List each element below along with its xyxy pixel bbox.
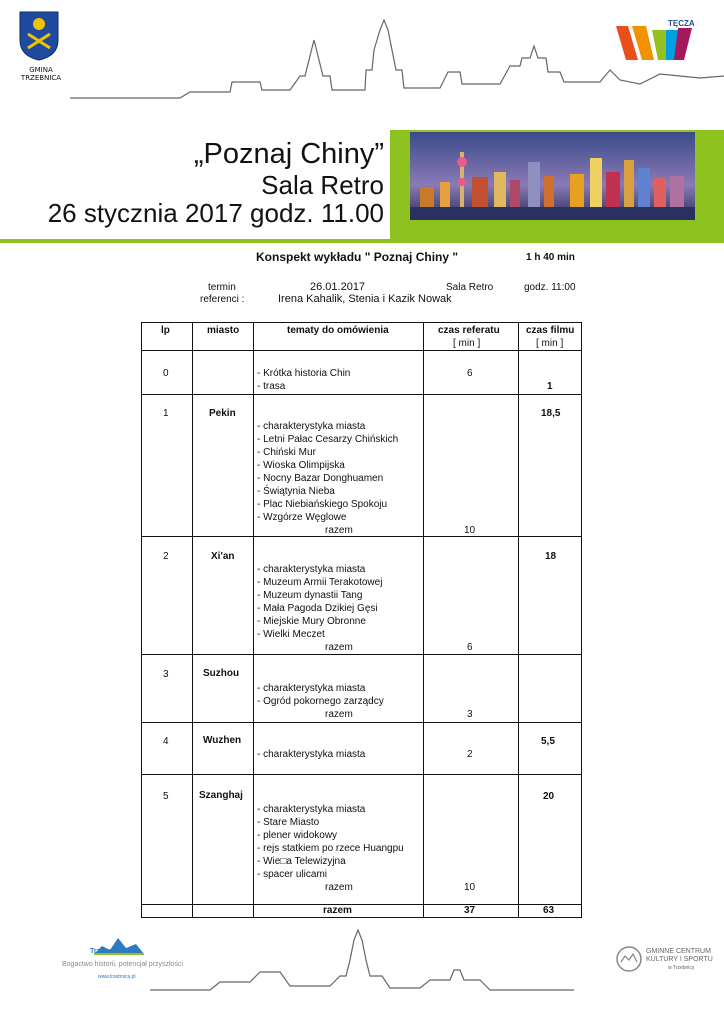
row5-sum-label: razem — [325, 882, 353, 893]
row1-city: Pekin — [209, 408, 236, 419]
row2-city: Xi'an — [211, 551, 235, 562]
row1-topic-7: - Plac Niebiańskiego Spokoju — [257, 499, 388, 510]
row2-topic-6: - Wielki Meczet — [257, 629, 325, 640]
lecture-time: godz. 11:00 — [524, 282, 576, 293]
row3-sum-label: razem — [325, 709, 353, 720]
row5-lp: 5 — [163, 791, 169, 802]
row2-film: 18 — [545, 551, 557, 562]
gmina-label-line1: GMINA — [29, 66, 53, 74]
row3-talk: 3 — [467, 709, 473, 720]
row5-city: Szanghaj — [199, 790, 243, 801]
row2-lp: 2 — [163, 551, 169, 562]
row5-topic-3: - plener widokowy — [257, 830, 338, 841]
total-film: 63 — [543, 905, 555, 916]
row2-topic-2: - Muzeum Armii Terakotowej — [257, 577, 383, 588]
lecture-date: 26.01.2017 — [310, 281, 366, 293]
gmina-label-line2: TRZEBNICA — [20, 74, 62, 82]
row2-topic-4: - Mała Pagoda Dzikiej Gęsi — [257, 603, 378, 614]
row1-topic-4: - Wioska Olimpijska — [257, 460, 345, 471]
row5-topic-6: - spacer ulicami — [257, 869, 328, 880]
header-film-unit: [ min ] — [536, 338, 564, 349]
trzebnica-logo — [62, 934, 182, 986]
row3-topic-1: - charakterystyka miasta — [257, 683, 366, 694]
total-label: razem — [323, 905, 352, 916]
gck-line1: GMINNE CENTRUM — [646, 948, 711, 955]
row0-film: 1 — [547, 381, 553, 392]
row4-film: 5,5 — [541, 736, 555, 747]
town-skyline-bottom — [150, 920, 574, 1000]
header-talk-time: czas referatu — [438, 325, 500, 336]
row5-topic-4: - rejs statkiem po rzece Huangpu — [257, 843, 404, 854]
row5-topic-5: - Wie□a Telewizyjna — [257, 856, 346, 867]
termin-label: termin — [208, 282, 236, 293]
row3-topic-2: - Ogród pokornego zarządcy — [257, 696, 384, 707]
lecture-place: Sala Retro — [446, 282, 494, 293]
title-green-underline — [0, 239, 724, 243]
total-talk: 37 — [464, 905, 476, 916]
header-topics: tematy do omówienia — [287, 325, 389, 336]
gck-line3: w Trzebnicy — [668, 965, 695, 971]
row2-talk: 6 — [467, 642, 473, 653]
row1-topic-5: - Nocny Bazar Donghuamen — [257, 473, 384, 484]
row5-talk: 10 — [464, 882, 476, 893]
row1-sum-label: razem — [325, 525, 353, 536]
shanghai-skyline-photo — [410, 132, 695, 220]
row1-topic-6: - Świątynia Nieba — [257, 486, 335, 497]
row2-topic-3: - Muzeum dynastii Tang — [257, 590, 363, 601]
row1-topic-8: - Wzgórze Węglowe — [257, 512, 347, 523]
gck-line2: KULTURY I SPORTU — [646, 956, 713, 963]
row3-city: Suzhou — [203, 668, 240, 679]
row1-topic-2: - Letni Pałac Cesarzy Chińskich — [257, 434, 399, 445]
row4-city: Wuzhen — [203, 735, 242, 746]
row1-film: 18,5 — [541, 408, 561, 419]
row4-lp: 4 — [163, 736, 169, 747]
row1-lp: 1 — [163, 408, 169, 419]
row2-topic-1: - charakterystyka miasta — [257, 564, 366, 575]
row2-topic-5: - Miejskie Mury Obronne — [257, 616, 366, 627]
row5-film: 20 — [543, 791, 555, 802]
trzebnica-url: www.trzebnica.pl — [98, 974, 136, 980]
trzebnica-slogan: Bogactwo historii, potencjał przyszłości — [62, 961, 183, 968]
speakers-names: Irena Kahalik, Stenia i Kazik Nowak — [278, 293, 452, 305]
header-film-time: czas filmu — [526, 325, 575, 336]
header-talk-unit: [ min ] — [453, 338, 481, 349]
row5-topic-2: - Stare Miasto — [257, 817, 320, 828]
lecture-schedule-table — [141, 322, 582, 918]
row0-topic-1: - Krótka historia Chin — [257, 368, 351, 379]
row1-topic-1: - charakterystyka miasta — [257, 421, 366, 432]
header-city: miasto — [207, 325, 240, 336]
tecza-logo-text: TĘCZA — [668, 19, 695, 28]
event-venue: Sala Retro — [261, 170, 384, 200]
row0-talk: 6 — [467, 368, 473, 379]
row1-topic-3: - Chiński Mur — [257, 447, 316, 458]
tecza-tv-logo — [606, 18, 706, 68]
gck-logo — [616, 944, 716, 980]
row4-topic-1: - charakterystyka miasta — [257, 749, 366, 760]
row0-lp: 0 — [163, 368, 169, 379]
row0-topic-2: - trasa — [257, 381, 286, 392]
row2-sum-label: razem — [325, 642, 353, 653]
row3-lp: 3 — [163, 669, 169, 680]
gck-logo-icon — [616, 946, 642, 972]
event-datetime: 26 stycznia 2017 godz. 11.00 — [47, 198, 384, 228]
row4-talk: 2 — [467, 749, 473, 760]
speakers-label: referenci : — [200, 294, 245, 305]
header-lp: lp — [161, 325, 170, 336]
event-title: „Poznaj Chiny” — [193, 138, 384, 170]
trzebnica-logo-name: Trzebnica — [90, 948, 123, 955]
lecture-heading: Konspekt wykładu " Poznaj Chiny " — [256, 250, 459, 264]
row5-topic-1: - charakterystyka miasta — [257, 804, 366, 815]
row1-talk: 10 — [464, 525, 476, 536]
lecture-duration: 1 h 40 min — [526, 252, 575, 263]
